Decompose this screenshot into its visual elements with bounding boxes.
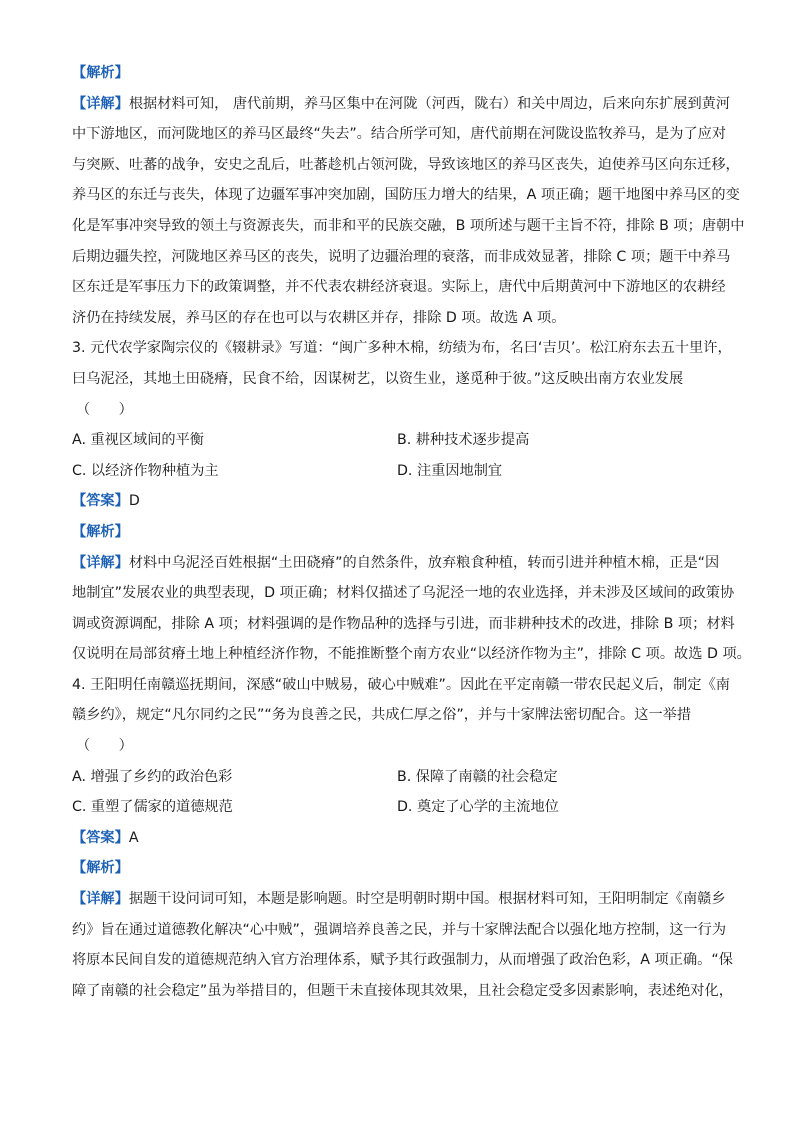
option-a: A. 重视区域间的平衡 [72,432,204,449]
detail-tag: 【详解】 [72,95,129,112]
answer-line [72,490,740,512]
detail-line: 【详解】材料中乌泥泾百姓根据“土田硗瘠”的自然条件，放弃粮食种植，转而引进并种植木棉，正是“因 [72,554,720,571]
detail-line: 调或资源调配，排除 A 项；材料强调的是作物品种的选择与引进，而非耕种技术的改进，排除 B 项；材料 [72,615,735,632]
answer-blank: （ ） [76,401,133,418]
detail-tag: 【详解】 [72,891,129,908]
question-stem: 3. 元代农学家陶宗仪的《辍耕录》写道：“闽广多种木棉，纺绩为布，名曰‘吉贝’。松江府东去五十里许， [72,340,732,357]
question-stem: 赣乡约》，规定“凡尔同约之民”“务为良善之民，共成仁厚之俗”，并与十家牌法密切配合。这一举措 [72,707,692,724]
analysis-label: 【解析】 [72,65,129,81]
question-stem: 4. 王阳明任南赣巡抚期间，深感“破山中贼易，破心中贼难”。因此在平定南赣一带农民起义后，制定《南 [72,676,730,693]
detail-line: 地制宜”发展农业的典型表现，D 项正确；材料仅描述了乌泥泾一地的农业选择，并未涉及区域间的政策协 [72,585,735,602]
options-row [72,766,740,788]
document-page [72,62,751,1010]
detail-line: 障了南赣的社会稳定”虽为举措目的，但题干未直接体现其效果，且社会稳定受多因素影响，表述绝对化， [72,982,733,999]
detail-line: 养马区的东迁与丧失，体现了边疆军事冲突加剧，国防压力增大的结果，A 项正确；题干地图中养马区的变 [72,187,740,204]
detail-line: 【详解】据题干设问词可知，本题是影响题。时空是明朝时期中国。根据材料可知，王阳明制定《南赣乡 [72,891,726,908]
detail-line: 将原本民间自发的道德规范纳入官方治理体系，赋予其行政强制力，从而增强了政治色彩，A 项正确。“保 [72,952,733,969]
detail-line: 仅说明在局部贫瘠土地上种植经济作物，不能推断整个南方农业“以经济作物为主”，排除 C 项。故选 D 项。 [72,646,751,663]
options-row [72,796,740,818]
option-d: D. 奠定了心学的主流地位 [397,799,559,816]
option-d: D. 注重因地制宜 [397,462,503,479]
detail-tag: 【详解】 [72,554,129,571]
answer-tag: 【答案】 [72,493,129,510]
detail-line: 【详解】根据材料可知， 唐代前期，养马区集中在河陇（河西，陇右）和关中周边，后来向东扩展到黄河 [72,95,731,112]
detail-line: 与突厥、吐蕃的战争，安史之乱后，吐蕃趁机占领河陇，导致该地区的养马区丧失，迫使养马区向东迁移， [72,156,740,173]
option-a: A. 增强了乡约的政治色彩 [72,768,233,785]
option-b: B. 耕种技术逐步提高 [397,432,530,449]
answer-line [72,827,740,849]
options-row [72,429,740,451]
answer-tag: 【答案】 [72,829,129,846]
option-c: C. 以经济作物种植为主 [72,462,219,479]
detail-line: 约》旨在通过道德教化解决“心中贼”，强调培养良善之民，并与十家牌法配合以强化地方控制，这一行为 [72,921,727,938]
detail-line: 化是军事冲突导致的领土与资源丧失，而非和平的民族交融，B 项所述与题干主旨不符，排除 B 项；唐朝中 [72,217,745,234]
options-row [72,460,740,482]
analysis-label: 【解析】 [72,523,129,540]
detail-line: 中下游地区，而河陇地区的养马区最终“失去”。结合所学可知，唐代前期在河陇设监牧养马，是为了应对 [72,126,727,143]
answer-blank: （ ） [76,738,133,755]
answer-value: A [128,829,139,846]
option-c: C. 重塑了儒家的道德规范 [72,799,233,816]
detail-line: 济仍在持续发展，养马区的存在也可以与农耕区并存，排除 D 项。故选 A 项。 [72,309,566,326]
answer-value: D [128,493,140,510]
option-b: B. 保障了南赣的社会稳定 [397,768,558,785]
detail-line: 后期边疆失控，河陇地区养马区的丧失，说明了边疆治理的衰落，而非成效显著，排除 C 项；题干中养马 [72,248,731,265]
analysis-label: 【解析】 [72,860,129,877]
detail-line: 区东迁是军事压力下的政策调整，并不代表农耕经济衰退。实际上，唐代中后期黄河中下游地区的农耕经 [72,279,726,296]
question-stem: 曰乌泥泾，其地土田硗瘠，民食不给，因谋树艺，以资生业，遂觅种于彼。”这反映出南方农业发展 [72,370,684,387]
